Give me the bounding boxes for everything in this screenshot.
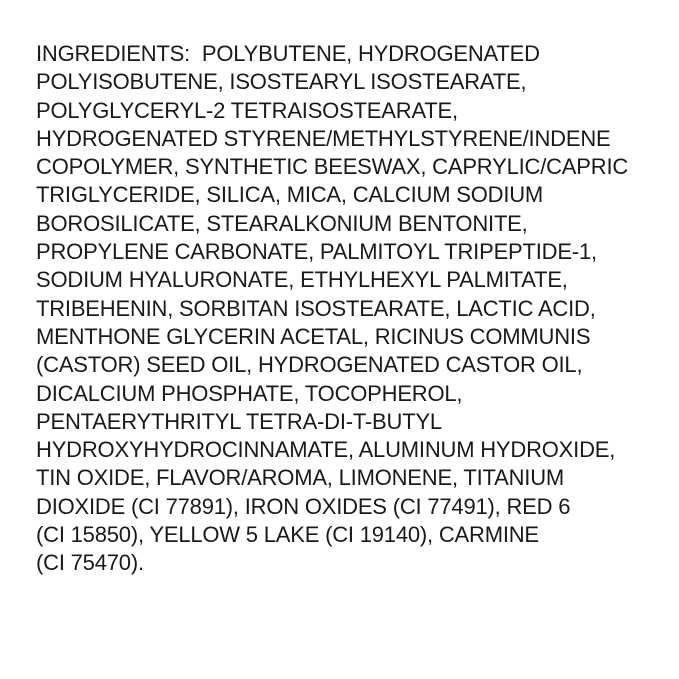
ingredients-line: SODIUM HYALURONATE, ETHYLHEXYL PALMITATE, [36, 267, 568, 293]
ingredients-line: HYDROXYHYDROCINNAMATE, ALUMINUM HYDROXIDE, [36, 437, 616, 463]
ingredients-line: DIOXIDE (CI 77891), IRON OXIDES (CI 77491), RED 6 [36, 493, 571, 519]
ingredients-line: MENTHONE GLYCERIN ACETAL, RICINUS COMMUNIS [36, 323, 591, 349]
ingredients-line: PENTAERYTHRITYL TETRA-DI-T-BUTYL [36, 408, 442, 434]
ingredients-line: BOROSILICATE, STEARALKONIUM BENTONITE, [36, 210, 528, 236]
ingredients-line: (CASTOR) SEED OIL, HYDROGENATED CASTOR OIL, [36, 352, 583, 378]
ingredients-line: INGREDIENTS: POLYBUTENE, HYDROGENATED [36, 41, 540, 66]
ingredients-line: PROPYLENE CARBONATE, PALMITOYL TRIPEPTIDE-1, [36, 239, 597, 265]
ingredients-line: (CI 75470). [36, 550, 144, 576]
ingredients-line: POLYGLYCERYL-2 TETRAISOSTEARATE, [36, 97, 458, 123]
ingredients-line: HYDROGENATED STYRENE/METHYLSTYRENE/INDENE [36, 125, 611, 151]
ingredients-line: COPOLYMER, SYNTHETIC BEESWAX, CAPRYLIC/CAPRIC [36, 154, 629, 180]
ingredients-line: TIN OXIDE, FLAVOR/AROMA, LIMONENE, TITANIUM [36, 465, 565, 491]
ingredients-line: DICALCIUM PHOSPHATE, TOCOPHEROL, [36, 380, 463, 406]
ingredients-line: TRIBEHENIN, SORBITAN ISOSTEARATE, LACTIC ACID, [36, 295, 596, 321]
ingredients-text-block [36, 40, 651, 578]
ingredients-line: POLYISOBUTENE, ISOSTEARYL ISOSTEARATE, [36, 69, 527, 95]
ingredients-line: (CI 15850), YELLOW 5 LAKE (CI 19140), CARMINE [36, 522, 539, 548]
ingredients-line: TRIGLYCERIDE, SILICA, MICA, CALCIUM SODIUM [36, 182, 544, 208]
